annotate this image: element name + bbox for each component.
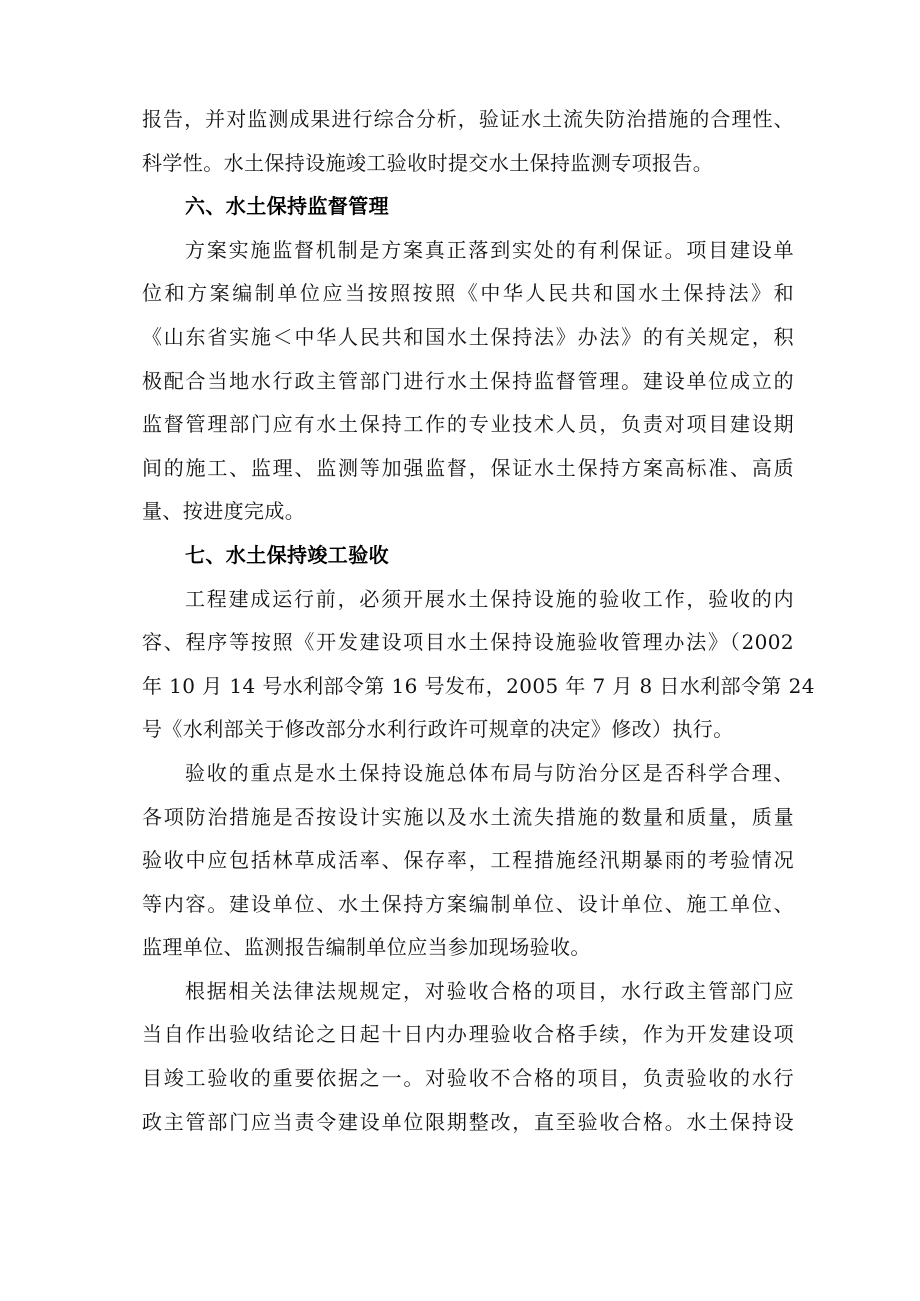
text-line: 根据相关法律法规规定，对验收合格的项目，水行政主管部门应	[185, 978, 794, 1003]
paragraph	[142, 229, 794, 534]
text-line: 量、按进度完成。	[142, 499, 306, 524]
section-heading: 六、水土保持监督管理	[185, 194, 389, 219]
text-line: 各项防治措施是否按设计实施以及水土流失措施的数量和质量，质量	[142, 804, 794, 829]
text-line: 工程建成运行前，必须开展水土保持设施的验收工作，验收的内	[185, 586, 794, 611]
text-line: 验收的重点是水土保持设施总体布局与防治分区是否科学合理、	[185, 760, 794, 785]
text-line: 方案实施监督机制是方案真正落到实处的有利保证。项目建设单	[185, 237, 794, 262]
text-line: 监理单位、监测报告编制单位应当参加现场验收。	[142, 935, 591, 960]
text-line: 验收中应包括林草成活率、保存率，工程措施经汛期暴雨的考验情况	[142, 848, 794, 873]
paragraph	[142, 578, 815, 752]
text-line: 容、程序等按照《开发建设项目水土保持设施验收管理办法》（2002	[142, 630, 794, 655]
text-line: 报告，并对监测成果进行综合分析，验证水土流失防治措施的合理性、	[142, 107, 794, 131]
text-line: 等内容。建设单位、水土保持方案编制单位、设计单位、施工单位、	[142, 891, 794, 916]
text-line: 《山东省实施＜中华人民共和国水土保持法》办法》的有关规定，积	[142, 324, 794, 349]
paragraph	[142, 98, 794, 185]
text-line: 位和方案编制单位应当按照按照《中华人民共和国水土保持法》和	[142, 281, 794, 306]
text-line: 间的施工、监理、监测等加强监督，保证水土保持方案高标准、高质	[142, 455, 794, 480]
paragraph	[142, 752, 794, 970]
paragraph	[142, 970, 794, 1144]
document-body	[142, 98, 815, 1144]
section-heading: 七、水土保持竣工验收	[185, 542, 389, 567]
text-line: 科学性。水土保持设施竣工验收时提交水土保持监测专项报告。	[142, 150, 714, 175]
text-line: 政主管部门应当责令建设单位限期整改，直至验收合格。水土保持设	[142, 1109, 794, 1134]
text-line: 号《水利部关于修改部分水利行政许可规章的决定》修改）执行。	[142, 717, 734, 742]
text-line: 年 10 月 14 号水利部令第 16 号发布，2005 年 7 月 8 日水利部令第 24	[142, 673, 815, 698]
text-line: 当自作出验收结论之日起十日内办理验收合格手续，作为开发建设项	[142, 1022, 794, 1047]
text-line: 目竣工验收的重要依据之一。对验收不合格的项目，负责验收的水行	[142, 1066, 794, 1091]
text-line: 极配合当地水行政主管部门进行水土保持监督管理。建设单位成立的	[142, 368, 794, 393]
text-line: 监督管理部门应有水土保持工作的专业技术人员，负责对项目建设期	[142, 412, 794, 437]
